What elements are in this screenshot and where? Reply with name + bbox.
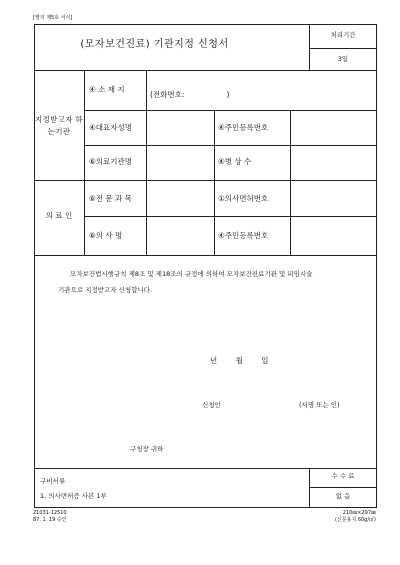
- documents-title: 구비서류: [40, 477, 66, 485]
- fee-label: 수 수 료: [331, 472, 355, 480]
- footer-form-number: 21031-12510: [33, 510, 67, 516]
- signature-note: (서명 또는 인): [299, 401, 340, 409]
- address-phone: (전화번호: ): [150, 90, 230, 99]
- doctor-id-label: ④주민등록번호: [218, 231, 269, 240]
- processing-period-value: 3일: [337, 55, 349, 63]
- fee-value: 없 음: [335, 492, 351, 500]
- doctor-section-label: 의 료 인: [45, 211, 73, 220]
- processing-period-label: 처리기간: [330, 31, 356, 39]
- institution-section-label: 지정받고자 하는기관: [35, 115, 83, 136]
- institution-name-label: ⑥의료기관명: [89, 157, 132, 166]
- applicant-label: 신청인: [202, 401, 221, 409]
- representative-name-label: ④대표자성명: [89, 123, 132, 132]
- specialty-label: ⑥전 문 과 목: [89, 194, 132, 203]
- statement-line-2: 기관으로 지정받고자 신청합니다.: [58, 286, 153, 294]
- representative-id-label: ④주민등록번호: [218, 123, 269, 132]
- footer-approval: 87. 1. 19 승인: [33, 517, 67, 523]
- statement-line-1: 모자보건법시행규칙 제8조 및 제18조의 규정에 의하여 모자보건진료기관 및 피임시술: [70, 270, 313, 278]
- form-tag: [별지 제5호 서식]: [33, 15, 73, 21]
- doctor-name-label: ⑥의 사 명: [89, 231, 123, 240]
- documents-item-1: 1. 의사면허증 사본 1부: [40, 492, 107, 500]
- recipient: 구청장 귀하: [130, 445, 164, 453]
- form-title: (모자보건진료) 기관지정 신청서: [80, 39, 229, 50]
- date-line: 년 월 일: [210, 356, 269, 365]
- address-label: ④ 소 재 지: [89, 85, 125, 94]
- license-number-label: ①의사면허번호: [218, 194, 269, 203]
- footer-paper-type: (신문용지 60g/㎡): [334, 517, 376, 523]
- footer-paper-size: 210㎜×297㎜: [342, 510, 376, 516]
- bed-count-label: ④병 상 수: [218, 157, 252, 166]
